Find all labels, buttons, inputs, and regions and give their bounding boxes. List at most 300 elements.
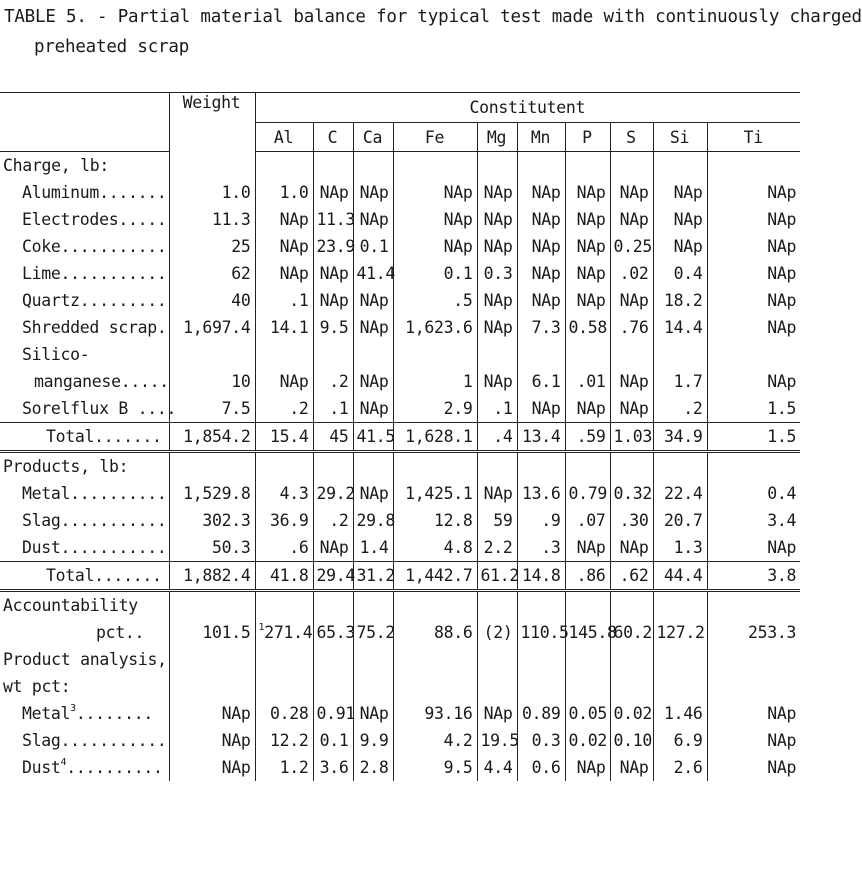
constituent-cell: 0.4 — [653, 260, 707, 287]
constituent-cell: 41.5 — [353, 423, 393, 452]
constituent-cell: NAp — [565, 754, 610, 781]
constituent-cell: .1 — [477, 395, 517, 423]
constituent-cell: NAp — [565, 287, 610, 314]
constituent-cell: 0.1 — [313, 727, 353, 754]
constituent-cell: 0.89 — [517, 700, 565, 727]
constituent-cell — [255, 619, 313, 646]
empty-cell — [313, 591, 353, 620]
constituent-cell: 1.2 — [255, 754, 313, 781]
empty-cell — [707, 673, 800, 700]
empty-cell — [517, 673, 565, 700]
constituent-cell: 1.3 — [653, 534, 707, 562]
element-header-mg: Mg — [477, 123, 517, 152]
empty-cell — [477, 152, 517, 180]
element-header-ti: Ti — [707, 123, 800, 152]
constituent-cell: (2) — [477, 619, 517, 646]
constituent-cell: 14.4 — [653, 314, 707, 341]
constituent-cell: 45 — [313, 423, 353, 452]
element-header-p: P — [565, 123, 610, 152]
weight-cell: 1,882.4 — [169, 562, 255, 591]
constituent-cell: NAp — [477, 480, 517, 507]
constituent-cell: NAp — [517, 233, 565, 260]
empty-cell — [707, 591, 800, 620]
constituent-cell: NAp — [517, 260, 565, 287]
empty-cell — [565, 452, 610, 481]
constituent-cell: NAp — [653, 233, 707, 260]
constituent-cell: 93.16 — [393, 700, 477, 727]
empty-cell — [313, 152, 353, 180]
weight-cell: 101.5 — [169, 619, 255, 646]
empty-cell — [610, 673, 653, 700]
weight-cell: 1,854.2 — [169, 423, 255, 452]
header-blank-2 — [0, 123, 169, 152]
table-row — [0, 233, 800, 260]
constituent-cell: 4.2 — [393, 727, 477, 754]
constituent-cell: NAp — [313, 260, 353, 287]
constituent-cell: 7.3 — [517, 314, 565, 341]
weight-cell: NAp — [169, 754, 255, 781]
constituent-cell: 6.1 — [517, 368, 565, 395]
constituent-cell: 3.8 — [707, 562, 800, 591]
constituent-cell: .76 — [610, 314, 653, 341]
weight-cell: NAp — [169, 700, 255, 727]
constituent-cell: 13.6 — [517, 480, 565, 507]
constituent-cell: 0.02 — [610, 700, 653, 727]
constituent-cell: NAp — [353, 368, 393, 395]
empty-cell — [565, 591, 610, 620]
header-blank — [0, 93, 169, 123]
empty-cell — [255, 152, 313, 180]
constituent-cell: 61.2 — [477, 562, 517, 591]
element-header-al: Al — [255, 123, 313, 152]
table-row — [0, 206, 800, 233]
constituent-cell — [255, 341, 313, 368]
row-label: Lime........... — [22, 264, 167, 283]
constituent-cell: NAp — [477, 233, 517, 260]
constituent-cell: NAp — [353, 287, 393, 314]
section-row — [0, 646, 800, 673]
constituent-cell: 110.5 — [517, 619, 565, 646]
weight-cell: 1,697.4 — [169, 314, 255, 341]
constituent-cell — [610, 341, 653, 368]
constituent-cell: .02 — [610, 260, 653, 287]
weight-cell: 62 — [169, 260, 255, 287]
constituent-cell: NAp — [353, 700, 393, 727]
empty-cell — [313, 673, 353, 700]
constituent-cell: NAp — [610, 368, 653, 395]
constituent-cell: NAp — [477, 287, 517, 314]
row-label: pct.. — [96, 623, 145, 642]
row-label — [0, 754, 169, 781]
row-label: Sorelflux B .... — [22, 399, 177, 418]
constituent-cell: NAp — [707, 233, 800, 260]
row-label: Metal.......... — [22, 484, 167, 503]
constituent-cell: 1 — [393, 368, 477, 395]
element-header-si: Si — [653, 123, 707, 152]
empty-cell — [565, 646, 610, 673]
constituent-cell: 65.3 — [313, 619, 353, 646]
leader-dots: .......... — [66, 758, 163, 777]
constituent-cell: .07 — [565, 507, 610, 534]
section-row — [0, 673, 800, 700]
constituent-cell: 75.2 — [353, 619, 393, 646]
constituent-cell: 36.9 — [255, 507, 313, 534]
table-row — [0, 395, 800, 423]
constituent-cell: 1.5 — [707, 423, 800, 452]
constituent-cell: NAp — [353, 395, 393, 423]
constituent-cell: 29.4 — [313, 562, 353, 591]
weight-cell: 50.3 — [169, 534, 255, 562]
element-header-s: S — [610, 123, 653, 152]
table-row — [0, 754, 800, 781]
row-label: Total....... — [0, 562, 169, 591]
table-row — [0, 287, 800, 314]
empty-cell — [477, 673, 517, 700]
empty-cell — [393, 673, 477, 700]
constituent-cell: 20.7 — [653, 507, 707, 534]
cell-value: 271.4 — [264, 623, 313, 642]
table-row — [0, 368, 800, 395]
empty-cell — [477, 591, 517, 620]
element-header-ca: Ca — [353, 123, 393, 152]
weight-cell: 1,529.8 — [169, 480, 255, 507]
constituent-cell: 0.1 — [353, 233, 393, 260]
caption-line-1: TABLE 5. - Partial material balance for typical test made with continuously charged — [4, 7, 862, 27]
constituent-cell: 18.2 — [653, 287, 707, 314]
table-caption — [4, 2, 862, 62]
constituent-cell: NAp — [707, 534, 800, 562]
row-label: Shredded scrap. — [22, 318, 167, 337]
row-label: Product analysis, — [3, 650, 167, 669]
empty-cell — [653, 152, 707, 180]
constituent-cell: NAp — [477, 368, 517, 395]
section-row — [0, 452, 800, 481]
constituent-cell: 1,628.1 — [393, 423, 477, 452]
constituent-cell: NAp — [353, 179, 393, 206]
constituent-cell: .1 — [255, 287, 313, 314]
constituent-cell — [393, 341, 477, 368]
constituent-cell: NAp — [255, 206, 313, 233]
constituent-cell: .6 — [255, 534, 313, 562]
weight-cell: 302.3 — [169, 507, 255, 534]
constituent-cell: 0.3 — [477, 260, 517, 287]
constituent-cell: 6.9 — [653, 727, 707, 754]
row-label: Slag........... — [22, 731, 167, 750]
constituent-cell: 1.46 — [653, 700, 707, 727]
constituent-cell: .62 — [610, 562, 653, 591]
constituent-cell: 12.2 — [255, 727, 313, 754]
constituent-cell: 14.8 — [517, 562, 565, 591]
constituent-cell: 34.9 — [653, 423, 707, 452]
empty-cell — [517, 152, 565, 180]
empty-cell — [565, 152, 610, 180]
constituent-cell: 4.8 — [393, 534, 477, 562]
constituent-cell: .59 — [565, 423, 610, 452]
constituent-cell: NAp — [477, 206, 517, 233]
constituent-cell — [517, 341, 565, 368]
constituent-cell: 4.4 — [477, 754, 517, 781]
constituent-cell: NAp — [707, 179, 800, 206]
constituent-cell: NAp — [255, 233, 313, 260]
weight-cell: 40 — [169, 287, 255, 314]
row-label-text: Metal — [22, 704, 71, 723]
constituent-cell: 0.79 — [565, 480, 610, 507]
empty-cell — [353, 646, 393, 673]
constituent-cell: 31.2 — [353, 562, 393, 591]
row-label: Quartz......... — [22, 291, 167, 310]
constituent-cell: .9 — [517, 507, 565, 534]
empty-cell — [255, 591, 313, 620]
weight-cell — [169, 341, 255, 368]
constituent-cell: 1.0 — [255, 179, 313, 206]
footnote-marker: 1 — [258, 622, 265, 633]
weight-cell: NAp — [169, 727, 255, 754]
total-row — [0, 423, 800, 452]
empty-cell — [313, 646, 353, 673]
header-row-1 — [0, 93, 800, 123]
constituent-cell: 0.4 — [707, 480, 800, 507]
constituent-cell: 145.8 — [565, 619, 610, 646]
row-label: wt pct: — [3, 677, 71, 696]
table-body — [0, 152, 800, 782]
table-row — [0, 700, 800, 727]
row-label: Dust........... — [22, 538, 167, 557]
empty-cell — [255, 673, 313, 700]
table-row — [0, 314, 800, 341]
constituent-cell: NAp — [610, 287, 653, 314]
constituent-cell: NAp — [653, 206, 707, 233]
constituent-cell: 0.05 — [565, 700, 610, 727]
constituent-cell: .01 — [565, 368, 610, 395]
row-label — [0, 700, 169, 727]
constituent-cell: NAp — [610, 179, 653, 206]
row-label: Aluminum....... — [22, 183, 167, 202]
constituent-cell: 0.10 — [610, 727, 653, 754]
constituent-cell — [565, 341, 610, 368]
constituent-cell: 0.1 — [393, 260, 477, 287]
constituent-cell: 1.7 — [653, 368, 707, 395]
constituent-cell: NAp — [353, 480, 393, 507]
constituent-cell: NAp — [610, 534, 653, 562]
empty-cell — [313, 452, 353, 481]
constituent-cell: 1.5 — [707, 395, 800, 423]
constituent-cell: NAp — [707, 314, 800, 341]
constituent-cell — [477, 341, 517, 368]
constituent-cell: 60.2 — [610, 619, 653, 646]
empty-cell — [565, 673, 610, 700]
empty-cell — [353, 591, 393, 620]
constituent-cell: .4 — [477, 423, 517, 452]
footnote-marker: 4 — [60, 757, 67, 768]
constituent-cell: 29.8 — [353, 507, 393, 534]
empty-cell — [653, 673, 707, 700]
empty-cell — [707, 152, 800, 180]
empty-cell — [255, 646, 313, 673]
constituent-cell: 0.02 — [565, 727, 610, 754]
empty-cell — [393, 591, 477, 620]
constituent-cell: 1.4 — [353, 534, 393, 562]
constituent-cell: NAp — [313, 179, 353, 206]
constituent-cell: 0.3 — [517, 727, 565, 754]
weight-cell: 1.0 — [169, 179, 255, 206]
constituent-cell: NAp — [517, 395, 565, 423]
constituent-cell: NAp — [707, 727, 800, 754]
constituent-cell: NAp — [610, 754, 653, 781]
row-label: Total....... — [0, 423, 169, 452]
constituent-cell: NAp — [393, 233, 477, 260]
constituent-cell: 1.03 — [610, 423, 653, 452]
constituent-cell: .2 — [653, 395, 707, 423]
constituent-cell: .2 — [255, 395, 313, 423]
header-row-2 — [0, 123, 800, 152]
constituent-cell: 2.9 — [393, 395, 477, 423]
constituent-cell: 3.4 — [707, 507, 800, 534]
constituent-cell: NAp — [565, 233, 610, 260]
table-row — [0, 727, 800, 754]
constituent-cell: 2.8 — [353, 754, 393, 781]
constituent-cell: NAp — [565, 534, 610, 562]
constituent-cell: 1,425.1 — [393, 480, 477, 507]
constituent-cell: 59 — [477, 507, 517, 534]
constituent-cell: 19.5 — [477, 727, 517, 754]
empty-cell — [610, 452, 653, 481]
empty-cell — [653, 591, 707, 620]
empty-cell — [169, 452, 255, 481]
constituent-cell: NAp — [707, 287, 800, 314]
constituent-cell: NAp — [565, 395, 610, 423]
caption-line-2: preheated scrap — [34, 37, 190, 57]
constituent-cell: 253.3 — [707, 619, 800, 646]
constituent-cell: NAp — [517, 179, 565, 206]
constituent-cell: .2 — [313, 368, 353, 395]
constituent-cell: 2.2 — [477, 534, 517, 562]
constituent-cell: NAp — [313, 534, 353, 562]
constituent-cell: .1 — [313, 395, 353, 423]
constituent-cell: NAp — [653, 179, 707, 206]
constituent-cell: 0.6 — [517, 754, 565, 781]
row-label: Charge, lb: — [3, 156, 109, 175]
weight-header: Weight — [169, 93, 255, 152]
constituent-cell: 15.4 — [255, 423, 313, 452]
material-balance-table — [0, 92, 800, 781]
constituent-cell: .2 — [313, 507, 353, 534]
weight-cell: 11.3 — [169, 206, 255, 233]
section-row — [0, 591, 800, 620]
constituent-cell: 0.32 — [610, 480, 653, 507]
constituent-cell: 14.1 — [255, 314, 313, 341]
constituent-cell — [653, 341, 707, 368]
constituent-cell: 29.2 — [313, 480, 353, 507]
constituent-cell: 0.91 — [313, 700, 353, 727]
weight-cell: 25 — [169, 233, 255, 260]
element-header-c: C — [313, 123, 353, 152]
constituent-cell: NAp — [565, 260, 610, 287]
constituent-cell — [353, 341, 393, 368]
constituent-cell: NAp — [707, 754, 800, 781]
row-label: Products, lb: — [3, 457, 129, 476]
constituent-cell: 4.3 — [255, 480, 313, 507]
empty-cell — [477, 646, 517, 673]
constituent-cell: 12.8 — [393, 507, 477, 534]
constituent-cell: 2.6 — [653, 754, 707, 781]
table-row — [0, 619, 800, 646]
constituent-cell: .5 — [393, 287, 477, 314]
empty-cell — [707, 646, 800, 673]
row-label: Coke........... — [22, 237, 167, 256]
row-label: manganese..... — [34, 372, 169, 391]
constituent-cell: NAp — [610, 206, 653, 233]
constituent-cell: NAp — [313, 287, 353, 314]
constituent-cell: NAp — [477, 700, 517, 727]
row-label: Slag........... — [22, 511, 167, 530]
constituent-cell: 41.8 — [255, 562, 313, 591]
constituent-cell: NAp — [255, 260, 313, 287]
empty-cell — [517, 591, 565, 620]
row-label: Electrodes..... — [22, 210, 167, 229]
constituent-cell: NAp — [610, 395, 653, 423]
constituent-cell: 9.9 — [353, 727, 393, 754]
constituent-cell: 1,623.6 — [393, 314, 477, 341]
empty-cell — [610, 646, 653, 673]
weight-cell: 10 — [169, 368, 255, 395]
constituent-cell: 3.6 — [313, 754, 353, 781]
constituent-cell: NAp — [477, 314, 517, 341]
row-label-text: Dust — [22, 758, 61, 777]
empty-cell — [653, 646, 707, 673]
constituent-cell: NAp — [707, 700, 800, 727]
empty-cell — [707, 452, 800, 481]
constituent-cell: 11.3 — [313, 206, 353, 233]
empty-cell — [517, 646, 565, 673]
constituent-cell: 22.4 — [653, 480, 707, 507]
footnote-marker: 3 — [70, 703, 76, 714]
constituent-cell: NAp — [353, 314, 393, 341]
element-header-fe: Fe — [393, 123, 477, 152]
constituent-cell: 0.58 — [565, 314, 610, 341]
empty-cell — [517, 452, 565, 481]
constituent-cell: 0.28 — [255, 700, 313, 727]
constituent-cell — [707, 341, 800, 368]
constituent-cell: .30 — [610, 507, 653, 534]
leader-dots: ........ — [75, 704, 153, 723]
empty-cell — [653, 452, 707, 481]
constituent-cell: NAp — [565, 179, 610, 206]
empty-cell — [393, 152, 477, 180]
constituent-cell — [313, 341, 353, 368]
constituent-cell: NAp — [477, 179, 517, 206]
constituent-cell: NAp — [393, 179, 477, 206]
empty-cell — [169, 673, 255, 700]
constituent-cell: 9.5 — [393, 754, 477, 781]
table-row — [0, 480, 800, 507]
table-row — [0, 341, 800, 368]
constituent-cell: NAp — [517, 206, 565, 233]
row-label: Accountability — [3, 596, 138, 615]
table-row — [0, 534, 800, 562]
empty-cell — [353, 152, 393, 180]
constituent-cell: NAp — [517, 287, 565, 314]
constituent-cell: 1,442.7 — [393, 562, 477, 591]
element-header-mn: Mn — [517, 123, 565, 152]
section-row — [0, 152, 800, 180]
table-row — [0, 179, 800, 206]
constituent-cell: NAp — [707, 260, 800, 287]
empty-cell — [353, 673, 393, 700]
constituent-cell: 88.6 — [393, 619, 477, 646]
weight-cell: 7.5 — [169, 395, 255, 423]
constituent-cell: NAp — [353, 206, 393, 233]
table-row — [0, 260, 800, 287]
